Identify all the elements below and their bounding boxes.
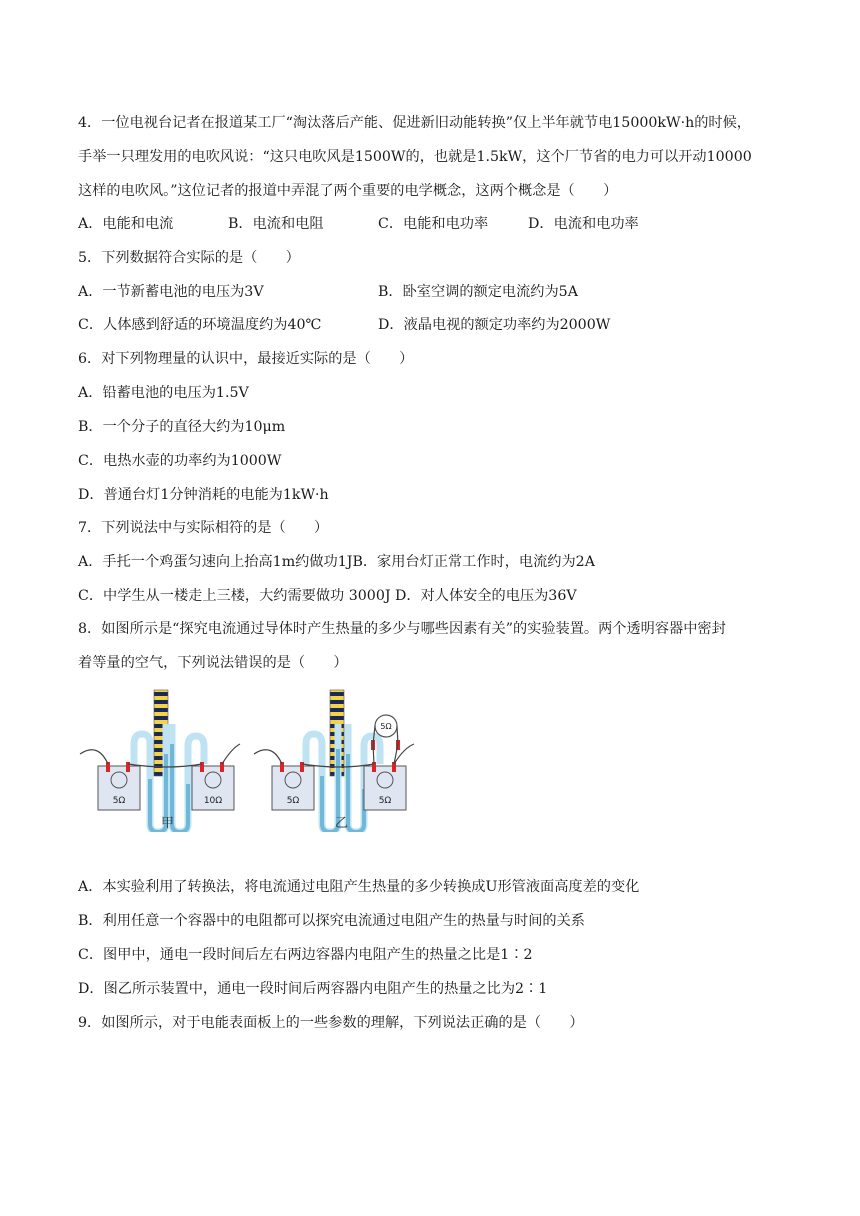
resistor-label-right-jia: 10Ω (203, 796, 223, 806)
wire (222, 744, 240, 764)
q5-option-d: D．液晶电视的额定功率约为2000W (378, 317, 611, 333)
q8-stem-line-1: 8．如图所示是“探究电流通过导体时产生热量的多少与哪些因素有关”的实验装置。两个透明容器中密封 (78, 621, 726, 637)
resistor-label-left-jia: 5Ω (112, 796, 126, 806)
q6-stem: 6．对下列物理量的认识中，最接近实际的是（ ） (78, 351, 414, 367)
q8-option-b: B．利用任意一个容器中的电阻都可以探究电流通过电阻产生的热量与时间的关系 (78, 913, 585, 929)
figure-label-jia: 甲 (161, 816, 175, 831)
setup-jia (80, 690, 240, 832)
q4-option-a: A．电能和电流 (78, 216, 174, 232)
q7-stem: 7．下列说法中与实际相符的是（ ） (78, 520, 329, 536)
q4-stem-line-3: 这样的电吹风。”这位记者的报道中弄混了两个重要的电学概念，这两个概念是（ ） (78, 183, 618, 199)
q8-stem-line-2: 着等量的空气，下列说法错误的是（ ） (78, 655, 348, 671)
red-clip (200, 762, 204, 772)
q5-option-c: C．人体感到舒适的环境温度约为40℃ (78, 317, 322, 333)
q4-stem-line-1: 4．一位电视台记者在报道某工厂“淘汰落后产能、促进新旧动能转换”仅上半年就节电15000kW·h的时候， (78, 115, 751, 131)
q4-option-d: D．电流和电功率 (528, 216, 639, 232)
joule-heating-apparatus-figure (78, 684, 423, 832)
resistor-label-left-yi: 5Ω (286, 796, 300, 806)
q6-option-c: C．电热水壶的功率约为1000W (78, 453, 282, 469)
setup-yi (254, 690, 414, 832)
q6-option-b: B．一个分子的直径大约为10μm (78, 419, 286, 435)
wire (80, 750, 108, 764)
figure-label-yi: 乙 (335, 816, 349, 831)
q6-option-d: D．普通台灯1分钟消耗的电能为1kW·h (78, 487, 329, 503)
q4-option-c: C．电能和电功率 (378, 216, 489, 232)
q6-option-a: A．铅蓄电池的电压为1.5V (78, 385, 249, 401)
q7-option-ab: A．手托一个鸡蛋匀速向上抬高1m约做功1JB．家用台灯正常工作时，电流约为2A (78, 554, 595, 570)
q4-option-b: B．电流和电阻 (228, 216, 324, 232)
q5-stem: 5．下列数据符合实际的是（ ） (78, 250, 300, 266)
q8-option-c: C．图甲中，通电一段时间后左右两边容器内电阻产生的热量之比是1∶2 (78, 947, 533, 963)
wire (254, 750, 282, 764)
q9-stem: 9．如图所示，对于电能表面板上的一些参数的理解，下列说法正确的是（ ） (78, 1015, 584, 1031)
q8-option-d: D．图乙所示装置中，通电一段时间后两容器内电阻产生的热量之比为2∶1 (78, 981, 548, 997)
red-clip (300, 762, 304, 772)
q8-option-a: A．本实验利用了转换法，将电流通过电阻产生热量的多少转换成U形管液面高度差的变化 (78, 879, 640, 895)
apparatus-diagram (78, 684, 423, 832)
q4-stem-line-2: 手举一只理发用的电吹风说：“这只电吹风是1500W的，也就是1.5kW，这个厂节省的电力可以开动10000 (78, 149, 752, 165)
q7-option-cd: C．中学生从一楼走上三楼，大约需要做功 3000J D．对人体安全的电压为36V (78, 588, 577, 604)
red-clip (126, 762, 130, 772)
resistor-label-external-yi: 5Ω (380, 722, 392, 731)
q5-option-a: A．一节新蓄电池的电压为3V (78, 284, 264, 300)
q5-option-b: B．卧室空调的额定电流约为5A (378, 284, 578, 300)
resistor-label-right-yi: 5Ω (378, 796, 392, 806)
